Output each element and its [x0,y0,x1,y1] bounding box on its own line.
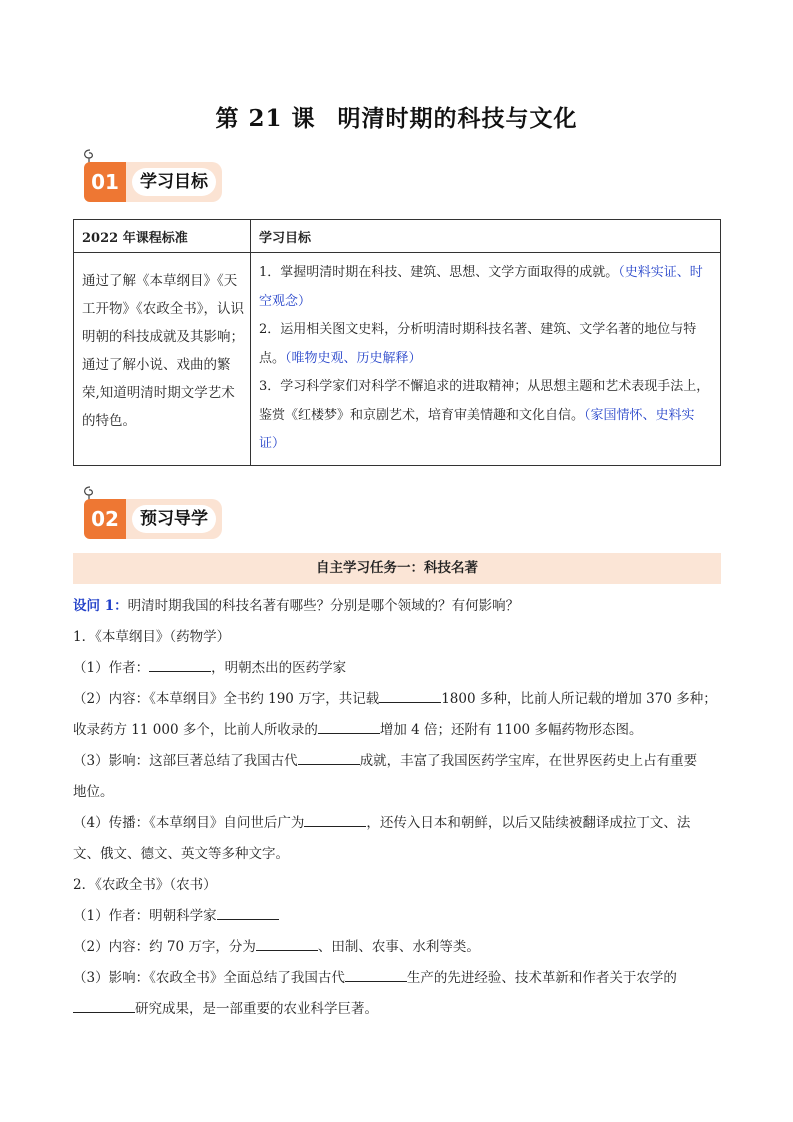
section-number: 02 [84,499,126,539]
fill-blank[interactable] [73,998,135,1013]
table-header-row [74,220,721,253]
section-badge-preview [80,485,235,547]
section-label-wrap [126,499,222,539]
fill-blank[interactable] [217,905,279,920]
section-number: 01 [84,162,126,202]
section-label-wrap [126,162,222,202]
header-goals: 学习目标 [251,220,721,253]
page-title: 第 21 课 明清时期的科技与文化 [215,105,578,132]
text-line: （2）内容：约 70 万字，分为 、田制、农事、水利等类。 [73,932,723,963]
curriculum-standard: 通过了解《本草纲目》《天工开物》《农政全书》，认识明朝的科技成就及其影响；通过了解小说、戏曲的繁荣,知道明清时期文学艺术的特色。 [74,253,251,466]
content-body [73,591,723,1025]
fill-blank[interactable] [298,750,360,765]
question: 设问 1：明清时期我国的科技名著有哪些？分别是哪个领域的？有何影响？ [73,598,520,614]
section-label: 预习导学 [132,505,216,533]
fill-blank[interactable] [379,688,441,703]
book-heading: 1．《本草纲目》（药物学） [73,629,231,645]
text-line: （4）传播：《本草纲目》自问世后广为 ，还传入日本和朝鲜，以后又陆续被翻译成拉丁文、法 [73,808,723,839]
text-line: 收录药方 11 000 多个，比前人所收录的 增加 4 倍；还附有 1100 多幅药物形态图。 [73,715,723,746]
section-badge-goals [80,148,235,210]
header-standard: 2022 年课程标准 [74,220,251,253]
text-line: 文、俄文、德文、英文等多种文字。 [73,846,289,862]
text-line: （1）作者：明朝科学家 [73,901,723,932]
text-line: （3）影响：《农政全书》全面总结了我国古代 生产的先进经验、技术革新和作者关于农学的 [73,963,723,994]
fill-blank[interactable] [304,812,366,827]
fill-blank[interactable] [318,719,380,734]
table-row [74,253,721,466]
text-line: （1）作者： ，明朝杰出的医药学家 [73,653,723,684]
goal-item: 2．运用相关图文史料，分析明清时期科技名著、建筑、文学名著的地位与特点。（唯物史观、历史解释） [259,322,697,366]
task-title: 自主学习任务一：科技名著 [73,553,721,584]
text-line: 地位。 [73,784,114,800]
goal-item: 1．掌握明清时期在科技、建筑、思想、文学方面取得的成就。（史料实证、时空观念） [259,265,703,309]
goals-table [73,219,721,466]
fill-blank[interactable] [256,936,318,951]
goal-item: 3．学习科学家们对科学不懈追求的进取精神；从思想主题和艺术表现手法上，鉴赏《红楼梦》和京剧艺术，培育审美情趣和文化自信。（家国情怀、史料实证） [259,379,710,451]
fill-blank[interactable] [345,967,407,982]
book-heading: 2．《农政全书》（农书） [73,877,217,893]
text-line: 研究成果，是一部重要的农业科学巨著。 [73,994,723,1025]
text-line: （2）内容：《本草纲目》全书约 190 万字，共记载 1800 多种，比前人所记载的增加 370 多种； [73,684,723,715]
fill-blank[interactable] [149,657,211,672]
section-label: 学习目标 [132,168,216,196]
text-line: （3）影响：这部巨著总结了我国古代 成就，丰富了我国医药学宝库，在世界医药史上占有重要 [73,746,723,777]
goal-list [251,253,721,466]
